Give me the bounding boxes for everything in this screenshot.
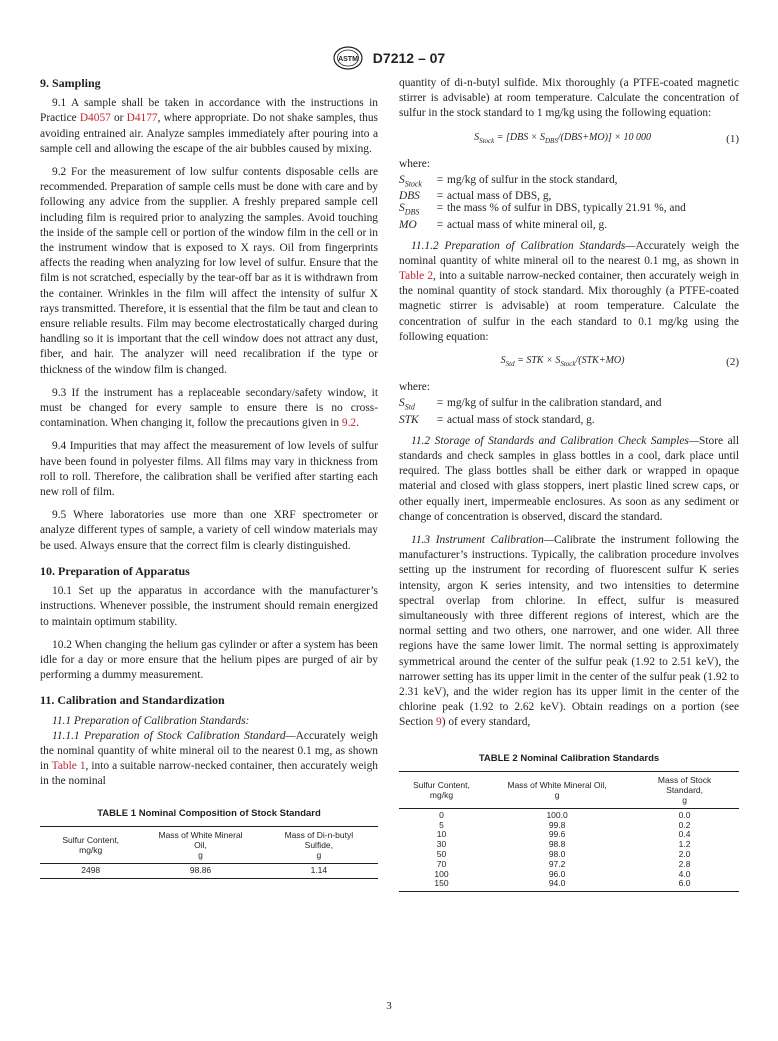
table-header-cell: Mass of Di-n-butyl Sulfide, g: [260, 826, 378, 863]
table-cell: 98.86: [141, 863, 259, 878]
table-cell: 30: [436, 839, 447, 850]
paragraph-11-1-1-continued: quantity of di-n-butyl sulfide. Mix thoroughly (a PTFE-coated magnetic stirrer is advisable) at room temperature. Calculate the concentration of sulfur in the stock standard to 1 mg/kg using the following equation:: [399, 77, 739, 120]
definition-symbol: DBS: [399, 190, 420, 203]
definition-equals: =: [436, 218, 444, 231]
table-cell: 2.0: [678, 848, 691, 859]
definition-text: mg/kg of sulfur in the calibration standard, and: [447, 397, 662, 410]
paragraph-10-2: 10.2 When changing the helium gas cylinder or after a system has been idle for a day or more ensure that the helium pipes are purged of air by performing a dummy measurement.: [40, 638, 378, 682]
table-cell: 6.0: [630, 879, 739, 891]
definition-text: actual mass of stock standard, g.: [447, 413, 595, 426]
table-cell: 70: [436, 858, 447, 869]
table-cell: 98.8: [548, 839, 566, 850]
table-cell: 99.6: [548, 829, 566, 840]
table-cell: 0: [439, 809, 444, 820]
definition-text: the mass % of sulfur in DBS, typically 21.91 %, and: [447, 202, 686, 215]
table-cell: 0.0: [678, 809, 691, 820]
table-1: [40, 826, 378, 879]
table-cell: 10: [436, 829, 447, 840]
paragraph-9-4: 9.4 Impurities that may affect the measurement of low levels of sulfur have been found in polyester films. All films may vary in thickness from roll to roll. Therefore, the calibration shall be verified after starting each new roll of film.: [40, 440, 378, 499]
where-label-2: where:: [399, 381, 430, 394]
table-cell: 4.0: [678, 868, 691, 879]
right-column: [399, 76, 739, 892]
document-id: D7212 – 07: [372, 50, 446, 66]
equation-1-number: (1): [726, 132, 739, 145]
table-cell: 150: [399, 879, 484, 891]
section-heading-sampling: 9. Sampling: [40, 76, 101, 90]
definition-row: [399, 202, 739, 218]
table-cell: 50: [436, 848, 447, 859]
definition-symbol: $S_{Std}$: [399, 397, 415, 412]
table-header-cell: Mass of Stock Standard, g: [630, 771, 739, 808]
paragraph-9-3: 9.3 If the instrument has a replaceable secondary/safety window, it must be changed for every sample to ensure there is no cross-contamination. When changing it, follow the precautions given in 9.2.: [40, 386, 378, 430]
table-row: [399, 879, 739, 891]
table-1-title: TABLE 1 Nominal Composition of Stock Standard: [97, 807, 321, 819]
equation-1-formula: $S_{Stock} = [DBS \times S_{DBS}/(DBS+MO)] \times 10$ 000: [474, 131, 652, 145]
definition-text: mg/kg of sulfur in the stock standard,: [447, 174, 618, 187]
table-cell: 100: [434, 868, 449, 879]
definitions-1: [399, 174, 739, 231]
table-cell: 98.0: [548, 848, 566, 859]
astm-logo-icon: [333, 46, 363, 70]
table-cell: 2498: [40, 863, 141, 878]
paragraph-9-1: 9.1 A sample shall be taken in accordance with the instructions in Practice D4057 or D4177, where appropriate. Do not shake samples, thus avoiding entrained air. Analyze samples immediately after pouring into a sample cell and allowing the escape of the air bubbles caused by mixing.: [40, 97, 378, 155]
definition-text: actual mass of DBS, g,: [447, 190, 552, 203]
definition-row: [399, 219, 739, 231]
definition-row: [399, 397, 739, 413]
paragraph-11-3: 11.3 Instrument Calibration—Calibrate the instrument following the manufacturer’s instructions. Typically, the calibration procedure involves setting up the instrument for recording of fluorescent sulfur K series intensity, argon K series intensity, and two intensities to determine spectral overlap from chlorine. In effect, sulfur is measured simultaneously with three different regions of interest, which are the normal setting and two others, one narrower, and one wider. All three regions have the same lower limit. The normal setting is approximately symmetrical around the center of the sulfur peak (1.92 to 2.51 keV), the narrower setting has its upper limit in the center of the sulfur peak (1.92 to 2.31 keV), and the wider region has its upper limit in the center of the chlorine peak (1.92 to 2.62 keV). Obtain readings on a portion (see Section 9) of every standard,: [399, 533, 739, 729]
link-section-9[interactable]: 9: [436, 716, 442, 729]
table-cell: 5: [439, 819, 444, 830]
paragraph-9-2: 9.2 For the measurement of low sulfur contents disposable cells are recommended. Preparation of sample cells must be done with care and by following any advice from the supplier. A freshly prepared sample cell including film is required prior to analyzing the samples. Avoid touching the inside of the sample cell or portion of the window film in the cell or in the instrument window that is exposed to X rays. Oil from fingerprints affects the reading when analyzing for low level of sulfur. Ensure that the film is not scratched, especially by the tear-off bar as it is withdrawn from the container. Wrinkles in the film will affect the intensity of sulfur X rays transmitted. Therefore, it is essential that the film be taut and clean to ensure reliable results. Film may become electrostatically charged during handling so it is important that the cell window does not attract any dust, fiber, and hair. The analyzer will need recalibration if the type or thickness of the window film is changed.: [40, 166, 378, 376]
definition-symbol: $S_{DBS}$: [399, 202, 420, 217]
left-column: [40, 76, 378, 879]
link-table-1[interactable]: Table 1: [51, 760, 86, 773]
table-cell: 100.0: [546, 809, 568, 820]
definition-text: actual mass of white mineral oil, g.: [447, 218, 608, 231]
paragraph-11-1-2: 11.1.2 Preparation of Calibration Standards—Accurately weigh the nominal quantity of white mineral oil to the nearest 0.1 mg, as shown in Table 2, into a suitable narrow-necked container, then accurately weigh in the nominal quantity of stock standard. Mix thoroughly (a PTFE-coated magnetic stirrer is advisable) at room temperature. Calculate the concentration of sulfur in the each standard to 0.1 mg/kg using the following equation:: [399, 239, 739, 343]
table-header-cell: Sulfur Content, mg/kg: [40, 826, 141, 863]
link-table-2[interactable]: Table 2: [399, 269, 434, 282]
definition-equals: =: [436, 202, 444, 215]
where-label-1: where:: [399, 157, 430, 170]
table-header-cell: Mass of White Mineral Oil, g: [141, 826, 259, 863]
table-2-title: TABLE 2 Nominal Calibration Standards: [478, 752, 660, 764]
equation-2: [399, 353, 739, 372]
link-d4057[interactable]: D4057: [79, 112, 111, 125]
table-2: [399, 771, 739, 892]
section-heading-calibration: 11. Calibration and Standardization: [40, 693, 225, 708]
table-cell: 96.0: [548, 868, 566, 879]
paragraph-11-1-1: 11.1.1 Preparation of Stock Calibration Standard—Accurately weigh the nominal quantity of white mineral oil to the nearest 0.1 mg, as shown in Table 1, into a suitable narrow-necked container, then accurately weigh in the nominal: [40, 729, 378, 788]
definition-symbol: MO: [399, 218, 417, 231]
svg-text:ASTM: ASTM: [337, 56, 358, 63]
table-cell: 1.2: [678, 839, 691, 850]
page-number: 3: [386, 1000, 392, 1012]
section-heading-apparatus: 10. Preparation of Apparatus: [40, 563, 190, 578]
table-cell: 0.4: [678, 829, 691, 840]
definition-equals: =: [436, 174, 444, 187]
paragraph-11-1: 11.1 Preparation of Calibration Standards:: [52, 714, 250, 727]
equation-1: [399, 130, 739, 149]
table-cell: 1.14: [260, 863, 378, 878]
table-header-cell: Mass of White Mineral Oil, g: [484, 771, 630, 808]
definition-equals: =: [436, 413, 444, 426]
table-cell: 94.0: [484, 879, 630, 891]
definition-equals: =: [436, 190, 444, 203]
link-d4177[interactable]: D4177: [126, 112, 158, 125]
definition-symbol: STK: [399, 413, 419, 426]
definition-equals: =: [436, 397, 444, 410]
paragraph-10-1: 10.1 Set up the apparatus in accordance with the manufacturer’s instructions. Whenever possible, the instrument should remain energized to maintain optimum stability.: [40, 585, 378, 628]
table-row: [40, 863, 378, 878]
paragraph-11-2: 11.2 Storage of Standards and Calibration Check Samples—Store all standards and check samples in glass bottles in a cool, dark place until required. The glass bottles shall be either dark or wrapped in opaque material and closed with glass stoppers, inert plastic lined screw caps, or other equally inert, impermeable enclosures. As soon as any sediment or change of concentration is observed, discard the standard.: [399, 434, 740, 523]
table-header-cell: Sulfur Content, mg/kg: [399, 771, 484, 808]
equation-2-formula: $S_{Std}$ = STK × $S_{Stock}/(STK+MO)$: [500, 355, 625, 368]
table-cell: 0.2: [678, 819, 691, 830]
table-cell: 99.8: [548, 819, 566, 830]
paragraph-9-5: 9.5 Where laboratories use more than one XRF spectrometer or analyze different types of sample, a variety of cell window materials may be used. Always ensure that the correct film is clearly distinguished.: [40, 509, 378, 552]
definition-row: [399, 174, 739, 190]
table-cell: 97.2: [548, 858, 566, 869]
page-header: [0, 46, 778, 70]
definition-symbol: $S_{Stock}$: [399, 174, 422, 189]
link-section-9-2[interactable]: 9.2: [341, 417, 357, 430]
definition-row: [399, 414, 739, 426]
table-cell: 2.8: [678, 858, 691, 869]
definitions-2: [399, 397, 739, 425]
equation-2-number: (2): [726, 356, 739, 368]
definition-row: [399, 190, 739, 202]
table-row: [399, 808, 739, 820]
